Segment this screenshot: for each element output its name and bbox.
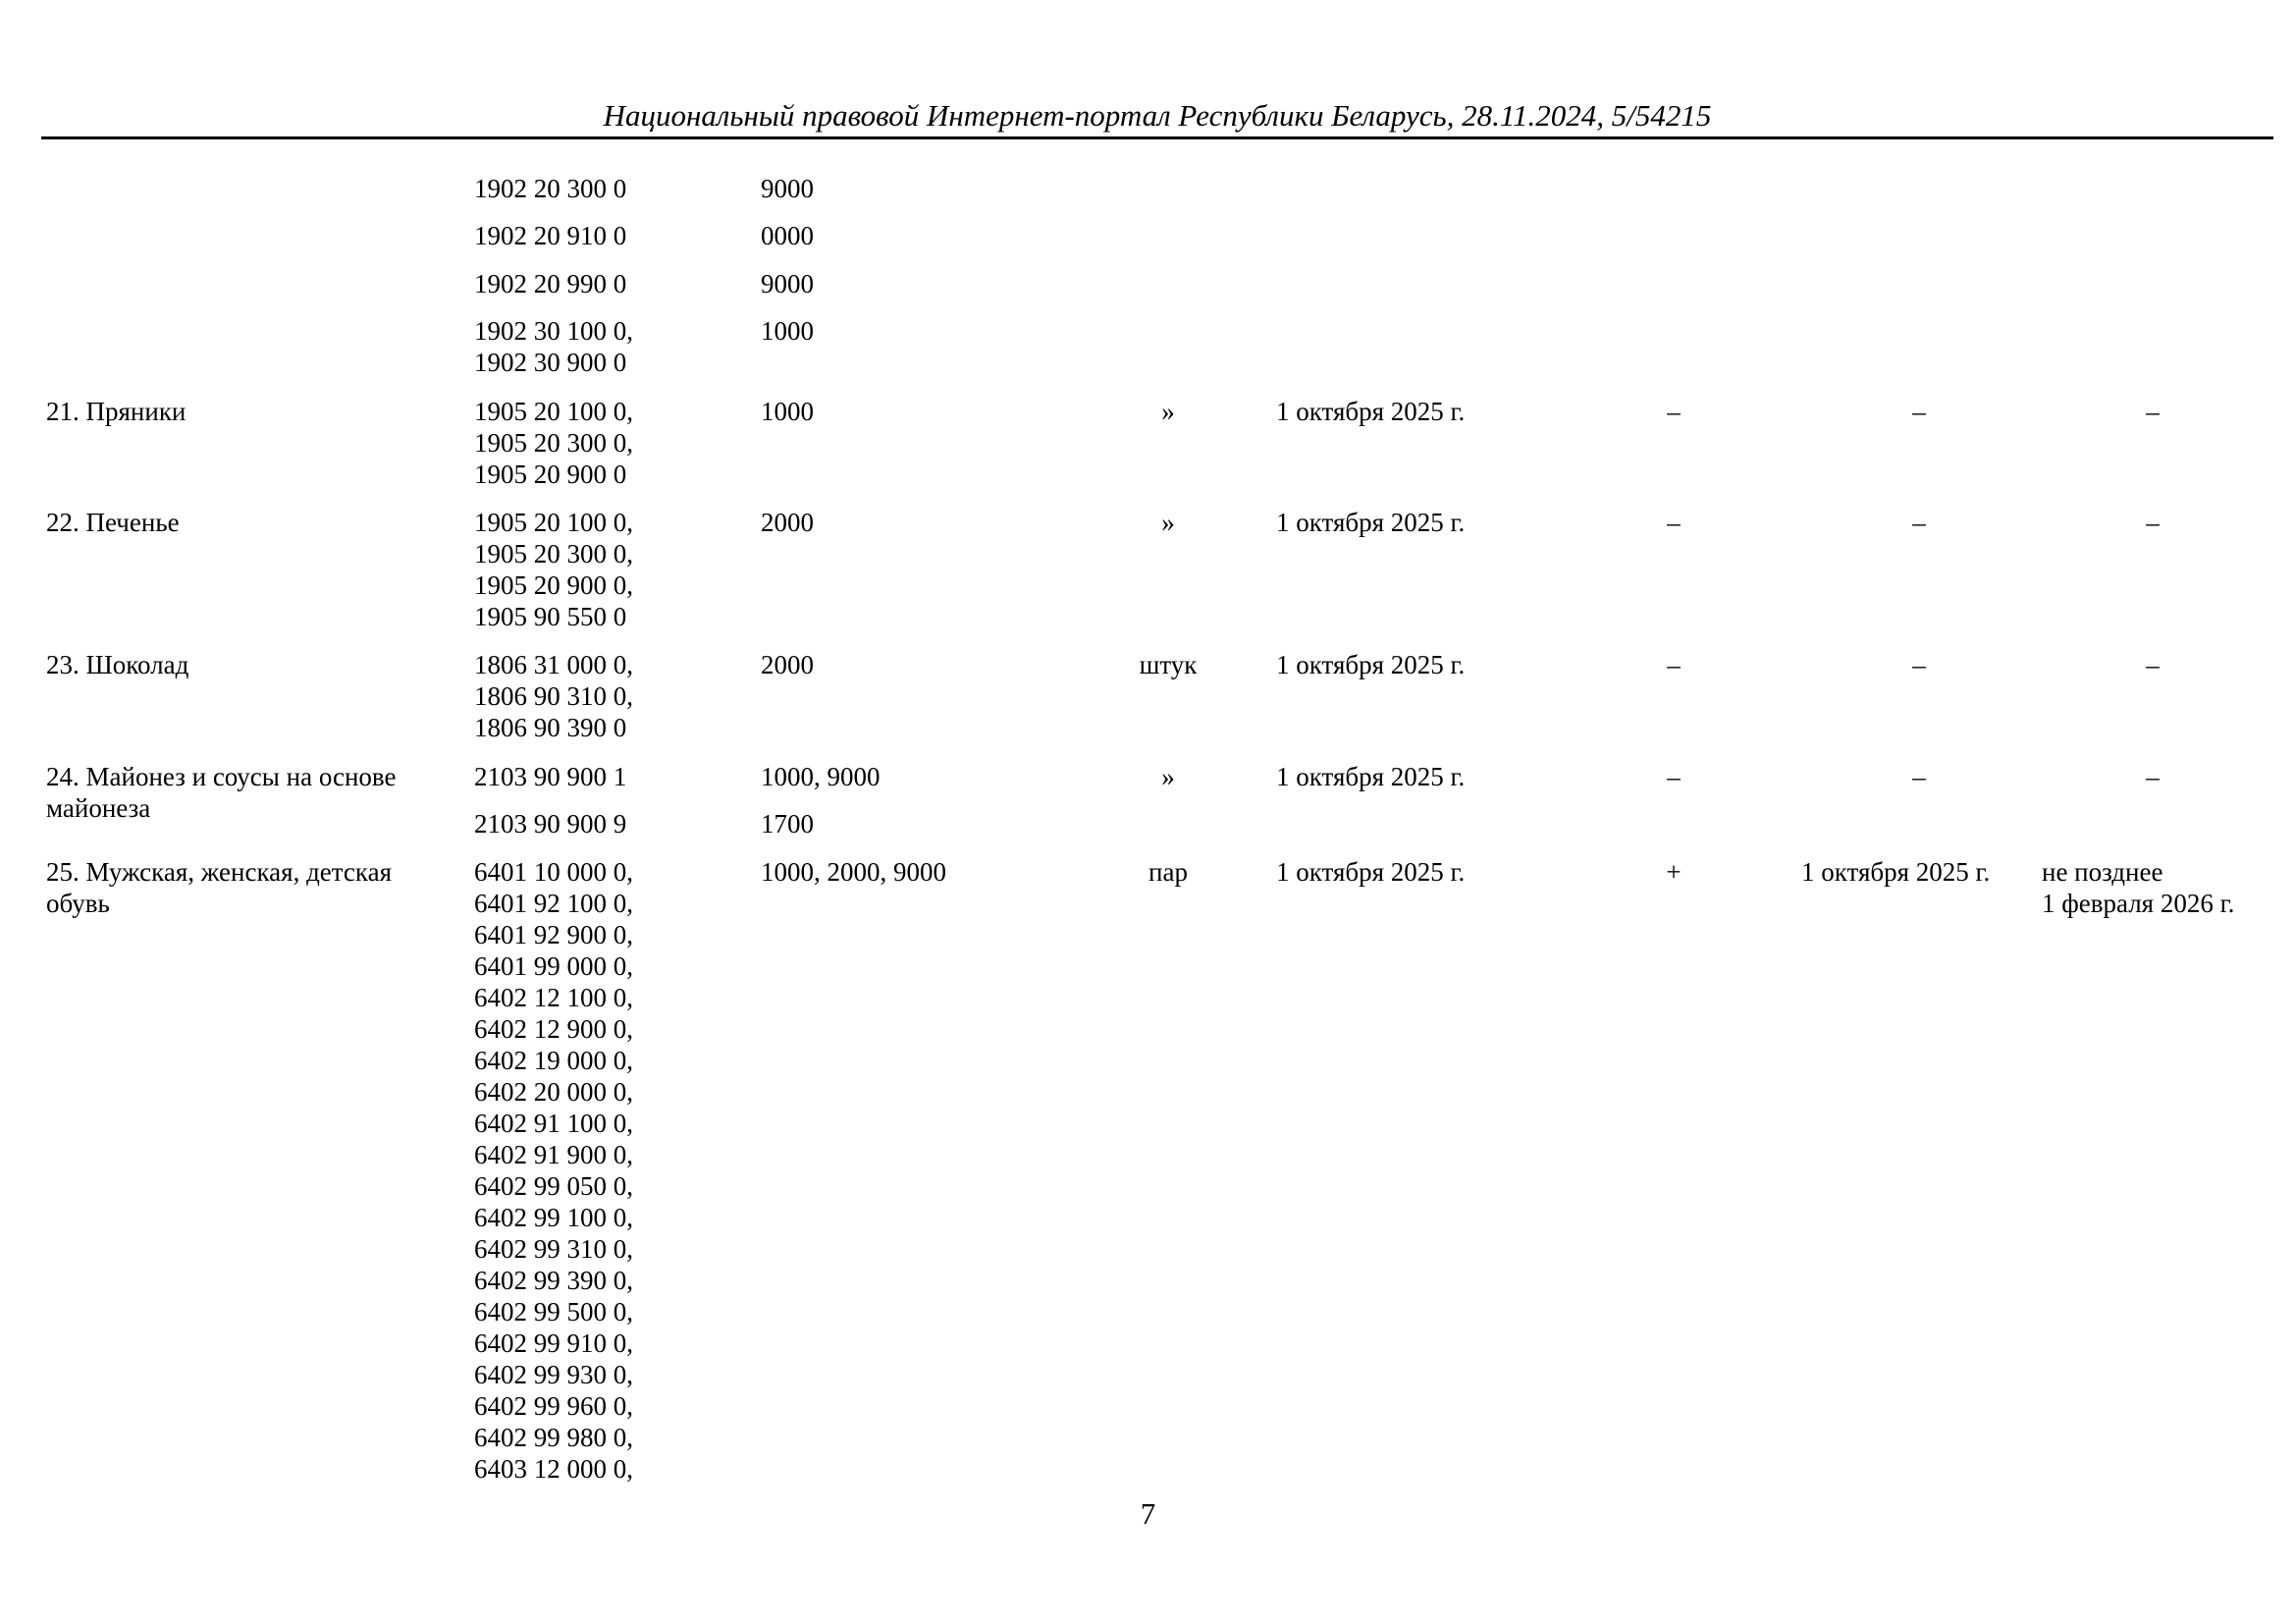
product-name: 23. Шоколад <box>46 650 189 679</box>
product-name: 21. Пряники <box>46 397 187 426</box>
code-value: 6402 20 000 0, <box>474 1077 633 1107</box>
code-value: 1905 20 900 0 <box>474 460 627 489</box>
code-value: 6402 19 000 0, <box>474 1046 633 1075</box>
code-value: 1902 20 990 0 <box>474 269 627 298</box>
start-date: 1 октября 2025 г. <box>1276 857 1466 887</box>
code-group <box>474 396 729 490</box>
code-value: 6402 99 960 0, <box>474 1391 633 1421</box>
code-value: 6402 91 100 0, <box>474 1109 633 1138</box>
code-group <box>474 220 729 251</box>
code-value: 6402 91 900 0, <box>474 1140 633 1169</box>
code-value: 6401 92 900 0, <box>474 920 633 949</box>
code-value: 1905 20 300 0, <box>474 539 633 568</box>
flag-mark: – <box>1667 762 1681 791</box>
code-value: 6402 99 910 0, <box>474 1328 633 1358</box>
code-value: 6403 12 000 0, <box>474 1454 633 1484</box>
code-value: 1902 30 100 0, <box>474 316 633 346</box>
code-value: 6402 99 100 0, <box>474 1203 633 1232</box>
code-group <box>474 649 729 743</box>
code-value: 1902 20 300 0 <box>474 174 627 203</box>
flag-mark: – <box>1667 508 1681 537</box>
code-value: 1905 20 300 0, <box>474 428 633 458</box>
flag-mark: + <box>1666 857 1682 887</box>
start-date: 1 октября 2025 г. <box>1276 762 1466 791</box>
code-value: 1806 90 310 0, <box>474 681 633 711</box>
product-name: 24. Майонез и соусы на основе майонеза <box>46 762 397 823</box>
term-line: не позднее <box>2042 857 2163 887</box>
code-value: 6402 99 500 0, <box>474 1297 633 1326</box>
second-date: – <box>1912 650 1926 679</box>
code-group <box>474 761 729 792</box>
page-number: 7 <box>1140 1496 1156 1531</box>
code-value: 6402 12 100 0, <box>474 983 633 1012</box>
term-line: – <box>2146 650 2160 679</box>
unit-of-measure: » <box>1161 508 1175 537</box>
unit-of-measure: » <box>1161 762 1175 791</box>
type-code: 1000 <box>761 397 814 426</box>
code-value: 1902 30 900 0 <box>474 348 627 377</box>
code-value: 6401 92 100 0, <box>474 889 633 918</box>
code-group <box>474 808 729 839</box>
flag-mark: – <box>1667 397 1681 426</box>
code-value: 6402 99 390 0, <box>474 1266 633 1295</box>
term <box>2045 396 2261 427</box>
code-value: 1905 20 900 0, <box>474 570 633 600</box>
type-code: 1000, 9000 <box>761 762 881 791</box>
code-value: 2103 90 900 1 <box>474 762 627 791</box>
type-code: 0000 <box>761 221 814 250</box>
code-group <box>474 856 729 1485</box>
code-value: 1905 20 100 0, <box>474 397 633 426</box>
code-group <box>474 173 729 204</box>
code-value: 1902 20 910 0 <box>474 221 627 250</box>
code-value: 6402 99 980 0, <box>474 1423 633 1452</box>
start-date: 1 октября 2025 г. <box>1276 508 1466 537</box>
term-line: – <box>2146 508 2160 537</box>
code-value: 1905 90 550 0 <box>474 602 627 631</box>
term <box>2045 649 2261 680</box>
code-value: 6402 99 050 0, <box>474 1171 633 1201</box>
type-code: 2000 <box>761 650 814 679</box>
term <box>2042 856 2277 919</box>
start-date: 1 октября 2025 г. <box>1276 650 1466 679</box>
term <box>2045 507 2261 538</box>
code-value: 1806 90 390 0 <box>474 713 627 742</box>
type-code: 2000 <box>761 508 814 537</box>
code-value: 6401 99 000 0, <box>474 951 633 981</box>
second-date: – <box>1912 508 1926 537</box>
type-code: 9000 <box>761 269 814 298</box>
code-value: 1806 31 000 0, <box>474 650 633 679</box>
code-group <box>474 315 729 378</box>
term <box>2045 761 2261 792</box>
unit-of-measure: пар <box>1148 857 1188 887</box>
type-code: 1000, 2000, 9000 <box>761 857 946 887</box>
second-date: – <box>1912 762 1926 791</box>
second-date: 1 октября 2025 г. <box>1801 857 1991 887</box>
term-line: – <box>2146 762 2160 791</box>
term-line: – <box>2146 397 2160 426</box>
code-value: 1905 20 100 0, <box>474 508 633 537</box>
second-date: – <box>1912 397 1926 426</box>
code-value: 6402 99 310 0, <box>474 1234 633 1264</box>
page-header-title: Национальный правовой Интернет-портал Республики Беларусь, 28.11.2024, 5/54215 <box>603 98 1712 133</box>
term-line: 1 февраля 2026 г. <box>2042 889 2235 918</box>
product-name: 25. Мужская, женская, детская обувь <box>46 857 393 918</box>
code-group <box>474 507 729 632</box>
code-value: 6401 10 000 0, <box>474 857 633 887</box>
code-value: 2103 90 900 9 <box>474 809 627 839</box>
flag-mark: – <box>1667 650 1681 679</box>
start-date: 1 октября 2025 г. <box>1276 397 1466 426</box>
type-code: 1700 <box>761 809 814 839</box>
product-name: 22. Печенье <box>46 508 180 537</box>
type-code: 1000 <box>761 316 814 346</box>
unit-of-measure: штук <box>1139 650 1198 679</box>
code-value: 6402 99 930 0, <box>474 1360 633 1389</box>
unit-of-measure: » <box>1161 397 1175 426</box>
type-code: 9000 <box>761 174 814 203</box>
code-value: 6402 12 900 0, <box>474 1014 633 1044</box>
code-group <box>474 268 729 299</box>
